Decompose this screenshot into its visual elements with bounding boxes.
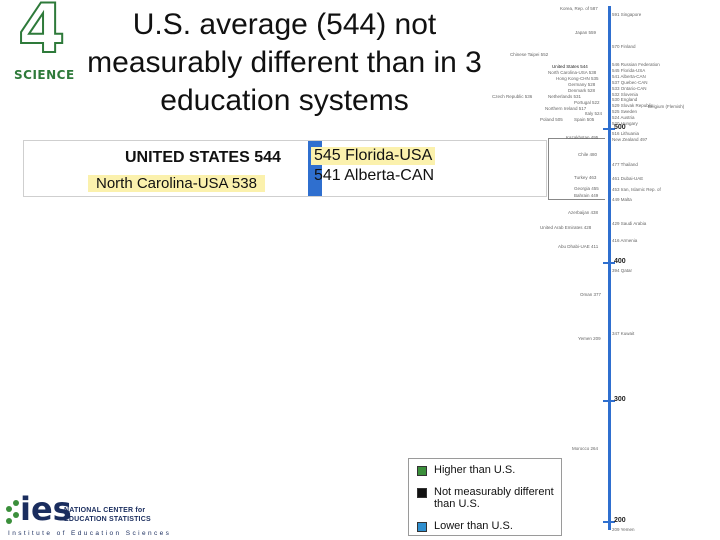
system-label: United States 544 — [552, 64, 588, 69]
system-label: New Zealand 497 — [612, 137, 648, 142]
system-label: Oman 377 — [580, 292, 602, 297]
system-label: Portugal 522 — [574, 100, 600, 105]
system-label: Morocco 264 — [572, 446, 599, 451]
north-carolina-score-label: North Carolina-USA 538 — [88, 175, 265, 192]
system-label: 530 England — [612, 97, 638, 102]
nces-line-1: NATIONAL CENTER for — [64, 507, 146, 514]
system-label: Germany 528 — [568, 82, 596, 87]
scale-label: 400 — [614, 258, 626, 265]
system-label: 541 Alberta-CAN — [612, 74, 646, 79]
system-label: Spain 505 — [574, 117, 595, 122]
legend-swatch-lower — [417, 522, 427, 532]
system-label: 520 Hungary — [612, 121, 638, 126]
legend-label-higher: Higher than U.S. — [434, 464, 516, 476]
grade-subject: SCIENCE — [14, 68, 75, 82]
system-label: Poland 505 — [540, 117, 563, 122]
system-label: Northern Ireland 517 — [545, 106, 587, 111]
legend-label-not-different: Not measurably different than U.S. — [434, 486, 554, 510]
ies-subtitle: Institute of Education Sciences — [8, 530, 172, 537]
system-label: Chile 480 — [578, 152, 598, 157]
system-label: Bahrain 449 — [574, 193, 599, 198]
system-label: 477 Thailand — [612, 162, 638, 167]
legend-item-not-different — [417, 486, 564, 510]
scale-label: 300 — [614, 396, 626, 403]
scale-label: 500 — [614, 124, 626, 131]
system-label: 529 Slovak Republic — [612, 103, 654, 108]
system-label: Azerbaijan 438 — [568, 210, 599, 215]
system-label: 461 Dubai-UAE — [612, 176, 644, 181]
system-label: Belgium (Flemish) — [648, 104, 685, 109]
system-label: 394 Qatar — [612, 268, 633, 273]
system-label: 545 Florida-USA — [612, 68, 646, 73]
system-label: 537 Quebec-CAN — [612, 80, 648, 85]
florida-score-label: 545 Florida-USA — [311, 147, 435, 165]
system-label: 524 Austria — [612, 115, 635, 120]
system-label: Chinese Taipei 552 — [510, 52, 549, 57]
system-label: 591 Singapore — [612, 12, 642, 17]
system-label: Yemen 209 — [578, 336, 601, 341]
system-label: 449 Malta — [612, 197, 632, 202]
system-label: 525 Sweden — [612, 109, 638, 114]
ies-nces-logo — [6, 490, 176, 538]
system-label: Turkey 463 — [574, 175, 597, 180]
system-label: 209 Yemen — [612, 527, 635, 532]
scale-label: 200 — [614, 517, 626, 524]
system-label: 516 Lithuania — [612, 131, 640, 136]
system-label: 546 Russian Federation — [612, 62, 660, 67]
score-scale-axis — [608, 6, 611, 530]
system-label: Denmark 528 — [568, 88, 596, 93]
system-label: Georgia 455 — [574, 186, 599, 191]
system-label: 416 Armenia — [612, 238, 638, 243]
legend-item-higher — [417, 464, 564, 476]
ies-wordmark: ies — [20, 490, 72, 528]
legend-label-lower: Lower than U.S. — [434, 520, 513, 532]
system-label: Korea, Rep. of 587 — [560, 6, 598, 11]
system-label: Czech Republic 536 — [492, 94, 533, 99]
grade-number: 4 — [18, 0, 66, 69]
system-label: 347 Kuwait — [612, 331, 635, 336]
system-label: Netherlands 531 — [548, 94, 582, 99]
system-label: North Carolina-USA 538 — [548, 70, 597, 75]
system-label: Italy 524 — [585, 111, 603, 116]
legend-swatch-higher — [417, 466, 427, 476]
grade-badge — [8, 0, 75, 84]
system-label: United Arab Emirates 428 — [540, 225, 592, 230]
system-label: Japan 559 — [575, 30, 597, 35]
system-label: Abu Dhabi-UAE 411 — [558, 244, 599, 249]
system-label: Hong Kong-CHN 535 — [556, 76, 599, 81]
slide-title: U.S. average (544) not measurably different than in 3 education systems — [87, 8, 482, 117]
alberta-score-label: 541 Alberta-CAN — [314, 167, 435, 184]
legend — [408, 458, 562, 536]
system-label: 429 Saudi Arabia — [612, 221, 647, 226]
system-label: Kazakhstan 495 — [566, 135, 599, 140]
nces-line-2: EDUCATION STATISTICS — [64, 516, 151, 523]
comparison-panel — [23, 140, 547, 197]
system-label: 533 Ontario-CAN — [612, 86, 647, 91]
system-label: 570 Finland — [612, 44, 636, 49]
system-label: 453 Iran, Islamic Rep. of — [612, 187, 661, 192]
system-label: 532 Slovenia — [612, 92, 639, 97]
us-score-label: UNITED STATES 544 — [125, 149, 281, 166]
legend-swatch-not-different — [417, 488, 427, 498]
legend-item-lower — [417, 520, 564, 532]
